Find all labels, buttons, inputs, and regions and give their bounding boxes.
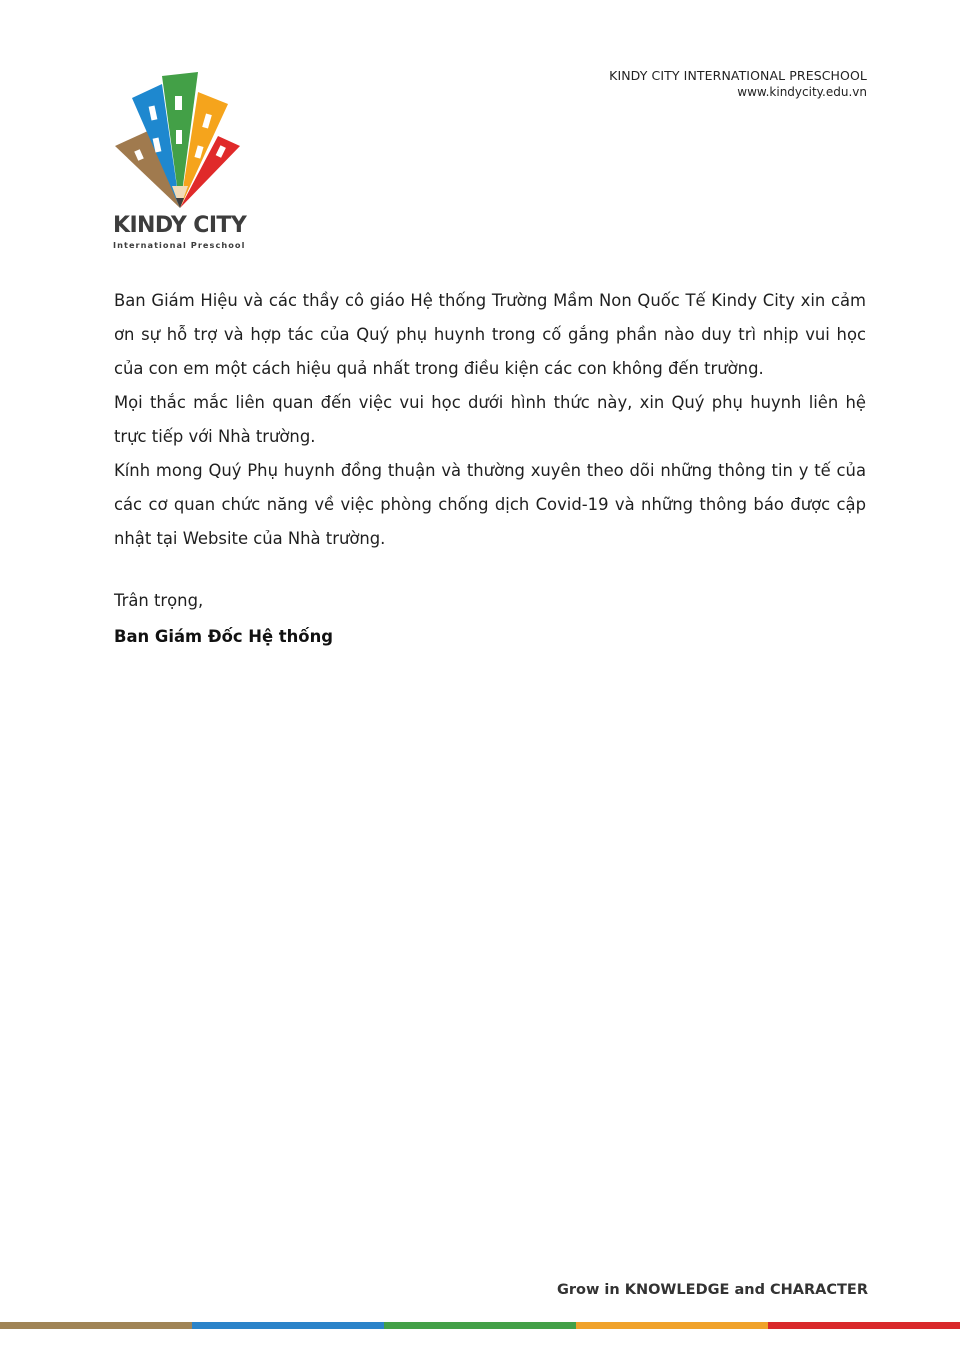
organization-name: KINDY CITY INTERNATIONAL PRESCHOOL	[609, 68, 867, 83]
paragraph-thanks: Ban Giám Hiệu và các thầy cô giáo Hệ thống Trường Mầm Non Quốc Tế Kindy City xin cảm ơn sự hỗ trợ và hợp tác của Quý phụ huynh trong cố gắng phần nào duy trì nhịp vui học của con em một cách hiệu quả nhất trong điều kiện các con không đến trường.	[114, 291, 866, 378]
closing-line: Trân trọng,	[114, 591, 204, 610]
paragraph-request: Kính mong Quý Phụ huynh đồng thuận và thường xuyên theo dõi những thông tin y tế của các cơ quan chức năng về việc phòng chống dịch Covid-19 và những thông báo được cập nhật tại Website của Nhà trường.	[114, 461, 866, 548]
footer-bar-segment	[192, 1322, 384, 1329]
website-link[interactable]: www.kindycity.edu.vn	[737, 85, 867, 99]
letterhead-contact	[609, 68, 867, 101]
brand-subtitle: International Preschool	[113, 240, 246, 250]
footer-bar-segment	[0, 1322, 192, 1329]
footer-bar-segment	[576, 1322, 768, 1329]
footer-bar-segment	[384, 1322, 576, 1329]
letter-body	[114, 284, 866, 654]
footer-slogan: Grow in KNOWLEDGE and CHARACTER	[556, 1282, 868, 1298]
footer-color-bar	[0, 1322, 960, 1329]
colored-pencils-building-icon	[112, 68, 252, 213]
paragraph-contact: Mọi thắc mắc liên quan đến việc vui học dưới hình thức này, xin Quý phụ huynh liên hệ trực tiếp với Nhà trường.	[114, 393, 866, 446]
signature: Ban Giám Đốc Hệ thống	[114, 627, 333, 646]
footer-bar-segment	[768, 1322, 960, 1329]
brand-name: KINDY CITY	[113, 213, 247, 238]
kindy-city-logo	[112, 68, 252, 254]
